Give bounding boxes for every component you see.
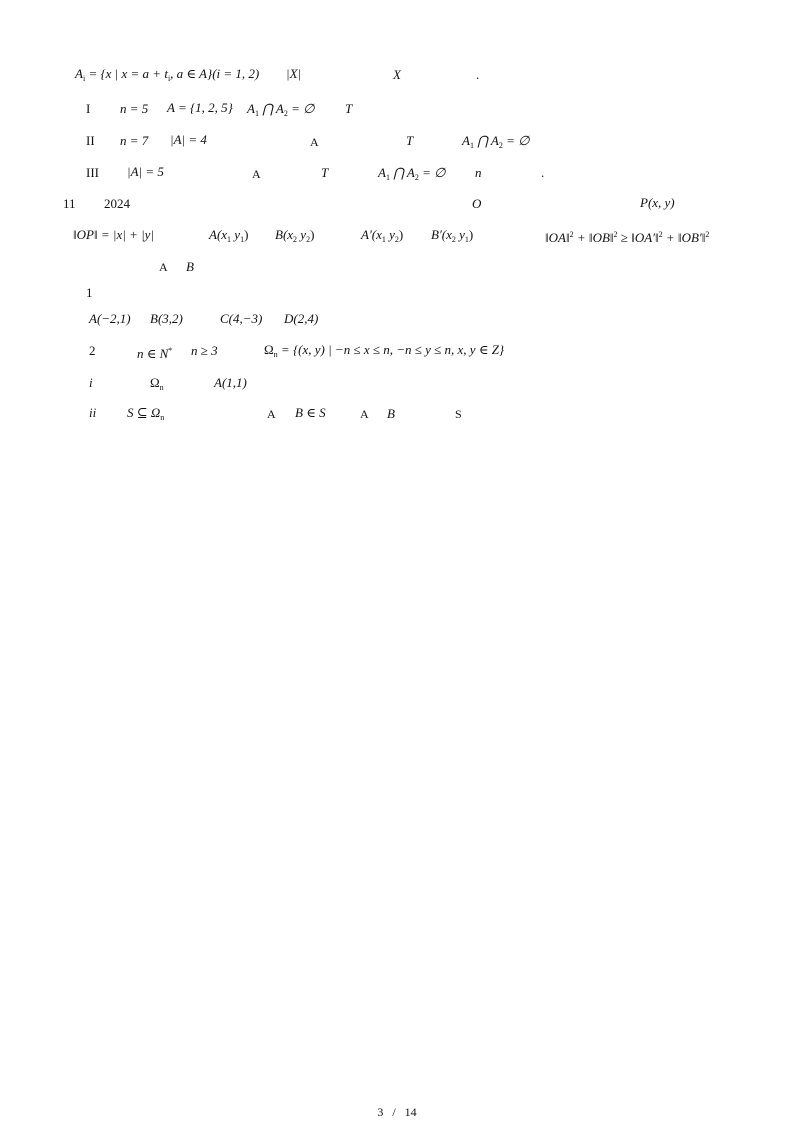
intersection-empty: $A_1$ ⋂ $A_2$ = ∅ bbox=[462, 133, 530, 150]
year: 2024 bbox=[104, 196, 130, 211]
part-label-III: III bbox=[86, 165, 99, 180]
symbol-b: B bbox=[186, 259, 194, 274]
point-c-coords: C(4,−3) bbox=[220, 311, 263, 326]
subset-s: S ⊆ $\Omega_n$ bbox=[127, 405, 165, 422]
set-definition-formula: $A_i = \{x$ | $x = a + t_i$, a ∈ A}(i = 1, 2) bbox=[75, 66, 260, 83]
symbol-n: n bbox=[475, 165, 482, 180]
symbol-b: B bbox=[387, 406, 395, 421]
condition-n-natural: n ∈ N* bbox=[137, 346, 173, 361]
point-b: $B(x_2$ $y_2$) bbox=[275, 227, 315, 244]
omega-definition: $\Omega_n = \{(x$, y) | −n ≤ x ≤ n, −n ≤ y ≤ n, x, y ∈ Z} bbox=[264, 342, 505, 359]
point-b-prime: $B'(x_2$ $y_1$) bbox=[431, 227, 474, 244]
symbol-t: T bbox=[406, 133, 414, 148]
point-b-coords: B(3,2) bbox=[150, 311, 183, 326]
part-label-ii: ii bbox=[89, 405, 97, 420]
point-a: $A(x_1$ $y_1$) bbox=[209, 227, 249, 244]
part-label-I: I bbox=[86, 101, 91, 116]
part-label-i: i bbox=[89, 375, 93, 390]
omega-n: $\Omega_n$ bbox=[150, 375, 164, 392]
point-a-prime: $A'(x_1$ $y_2$) bbox=[361, 227, 404, 244]
set-a-125: A = {1, 2, 5} bbox=[167, 100, 233, 115]
period: . bbox=[476, 67, 480, 82]
cardinality-a4: |A| = 4 bbox=[170, 132, 207, 147]
symbol-t: T bbox=[345, 101, 353, 116]
symbol-a: A bbox=[252, 167, 261, 181]
point-a-11: A(1,1) bbox=[214, 375, 247, 390]
intersection-empty: $A_1$ ⋂ $A_2$ = ∅ bbox=[247, 101, 315, 118]
page-number: 3 / 14 bbox=[377, 1105, 417, 1119]
point-a-coords: A(−2,1) bbox=[89, 311, 131, 326]
condition-n5: n = 5 bbox=[120, 101, 149, 116]
part-label-2: 2 bbox=[89, 343, 96, 358]
symbol-t: T bbox=[321, 165, 329, 180]
symbol-a: A bbox=[360, 407, 369, 421]
intersection-empty: $A_1$ ⋂ $A_2$ = ∅ bbox=[378, 165, 446, 182]
symbol-a: A bbox=[159, 260, 168, 274]
b-in-s: B ∈ S bbox=[295, 405, 326, 420]
symbol-a: A bbox=[310, 135, 319, 149]
point-p: P(x, y) bbox=[640, 195, 675, 210]
condition-n7: n = 7 bbox=[120, 133, 149, 148]
part-label-1: 1 bbox=[86, 285, 93, 300]
cardinality-x: |X| bbox=[286, 66, 302, 81]
question-number: 11 bbox=[63, 196, 76, 211]
distance-definition: ‖OP‖ = |x| + |y| bbox=[73, 227, 155, 242]
symbol-s: S bbox=[455, 407, 462, 421]
symbol-a: A bbox=[267, 407, 276, 421]
cardinality-a5: |A| = 5 bbox=[127, 164, 164, 179]
condition-n-ge-3: n ≥ 3 bbox=[191, 343, 218, 358]
inequality: ‖OA‖$^2$ + ‖OB‖$^2$ ≥ ‖OA′‖$^2$ + ‖OB′‖$^2$ bbox=[545, 230, 710, 245]
period: . bbox=[541, 165, 545, 180]
part-label-II: II bbox=[86, 133, 95, 148]
point-d-coords: D(2,4) bbox=[284, 311, 319, 326]
symbol-x: X bbox=[393, 67, 401, 82]
origin-o: O bbox=[472, 196, 482, 211]
